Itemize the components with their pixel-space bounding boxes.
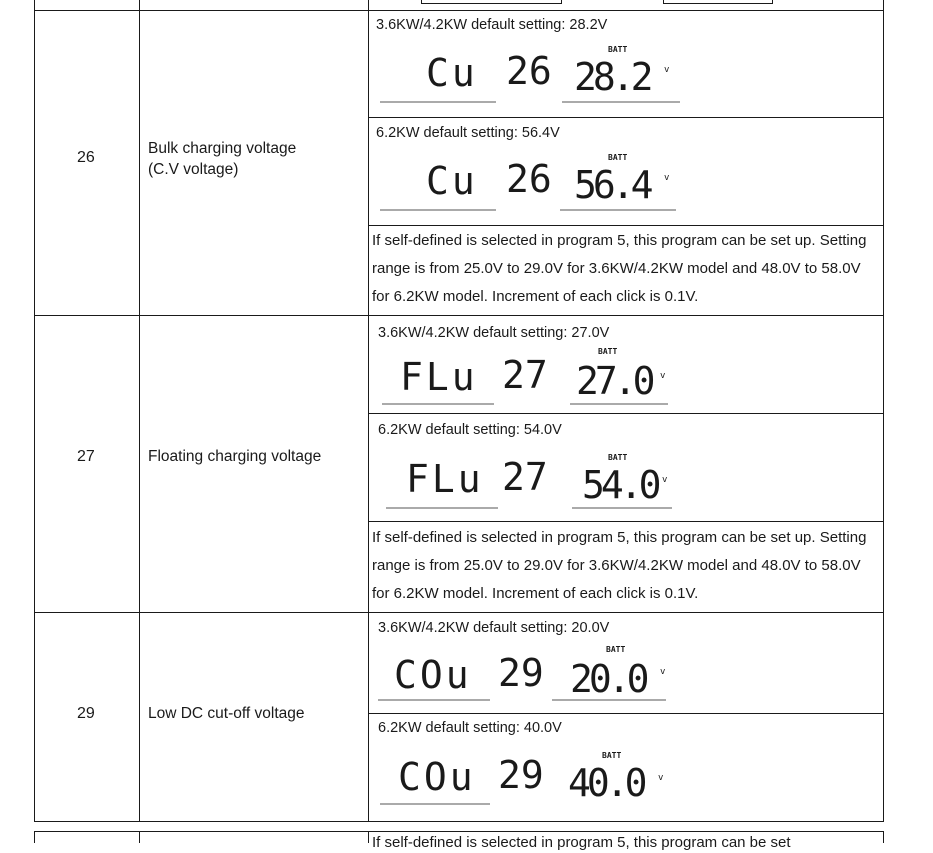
default-setting-label: 3.6KW/4.2KW default setting: 20.0V [378, 620, 610, 636]
lcd-display [378, 40, 688, 106]
lcd-program: 27 [502, 455, 548, 499]
lcd-display [378, 742, 688, 810]
default-setting-label: 6.2KW default setting: 40.0V [378, 720, 562, 736]
subcell-border [368, 117, 884, 118]
lcd-batt-label: BATT [608, 153, 628, 162]
lcd-display [378, 342, 688, 408]
lcd-program: 29 [498, 753, 544, 797]
lcd-program: 26 [506, 157, 552, 201]
table-border-right [883, 0, 884, 822]
lcd-program: 27 [502, 353, 548, 397]
program-number: 29 [77, 705, 95, 722]
next-table-col2 [368, 831, 369, 843]
lcd-code: FLu [406, 457, 484, 501]
lcd-code: COu [398, 755, 476, 799]
program-name: Floating charging voltage [148, 448, 322, 465]
lcd-display [374, 638, 684, 704]
program-name: Low DC cut-off voltage [148, 705, 305, 722]
lcd-value: 40.0 [568, 761, 644, 805]
top-frame-e [421, 3, 562, 4]
subcell-border [368, 713, 884, 714]
subcell-border [368, 225, 884, 226]
lcd-batt-label: BATT [598, 347, 618, 356]
next-table-left [34, 831, 35, 843]
program-name: Bulk charging voltage [148, 140, 297, 157]
next-table-top [34, 831, 884, 832]
next-table-right [883, 831, 884, 843]
table-divider-col1 [139, 0, 140, 822]
lcd-batt-label: BATT [608, 453, 628, 462]
lcd-program: 29 [498, 651, 544, 695]
lcd-unit: v [664, 65, 670, 75]
next-row-note-partial: If self-defined is selected in program 5, this program can be set [372, 834, 791, 851]
table-divider-col2 [368, 0, 369, 822]
next-table-col1 [139, 831, 140, 843]
program-number: 26 [77, 149, 95, 166]
lcd-value: 27.0 [576, 359, 652, 403]
row-border [34, 10, 884, 11]
default-setting-label: 6.2KW default setting: 56.4V [376, 125, 560, 141]
default-setting-label: 3.6KW/4.2KW default setting: 28.2V [376, 17, 608, 33]
row-border [34, 612, 884, 613]
subcell-border [368, 413, 884, 414]
program-number: 27 [77, 448, 95, 465]
lcd-code: Cu [426, 159, 478, 203]
default-setting-label: 6.2KW default setting: 54.0V [378, 422, 562, 438]
lcd-unit: v [660, 371, 666, 381]
program-name-sub: (C.V voltage) [148, 161, 239, 178]
lcd-code: COu [394, 653, 472, 697]
row-border [34, 821, 884, 822]
lcd-unit: v [660, 667, 666, 677]
table-border-left [34, 0, 35, 822]
lcd-batt-label: BATT [602, 751, 622, 760]
lcd-code: Cu [426, 51, 478, 95]
program-note: If self-defined is selected in program 5, this program can be set up. Setting range is from 25.0V to 29.0V for 3.6KW/4.2KW model and 48.0V to 58.0V for 6.2KW model. Increment of each click is 0.1V. [372, 232, 867, 305]
lcd-batt-label: BATT [606, 645, 626, 654]
lcd-unit: v [664, 173, 670, 183]
lcd-batt-label: BATT [608, 45, 628, 54]
lcd-code: FLu [400, 355, 478, 399]
program-note: If self-defined is selected in program 5, this program can be set up. Setting range is from 25.0V to 29.0V for 3.6KW/4.2KW model and 48.0V to 58.0V for 6.2KW model. Increment of each click is 0.1V. [372, 529, 867, 602]
lcd-display [378, 444, 688, 512]
lcd-unit: v [658, 773, 664, 783]
default-setting-label: 3.6KW/4.2KW default setting: 27.0V [378, 325, 610, 341]
lcd-value: 20.0 [570, 657, 646, 701]
lcd-value: 28.2 [574, 55, 650, 99]
top-frame-f [663, 3, 773, 4]
lcd-unit: v [662, 475, 668, 485]
lcd-value: 54.0 [582, 463, 658, 507]
lcd-display [378, 148, 688, 214]
lcd-value: 56.4 [574, 163, 650, 207]
lcd-program: 26 [506, 49, 552, 93]
subcell-border [368, 521, 884, 522]
row-border [34, 315, 884, 316]
